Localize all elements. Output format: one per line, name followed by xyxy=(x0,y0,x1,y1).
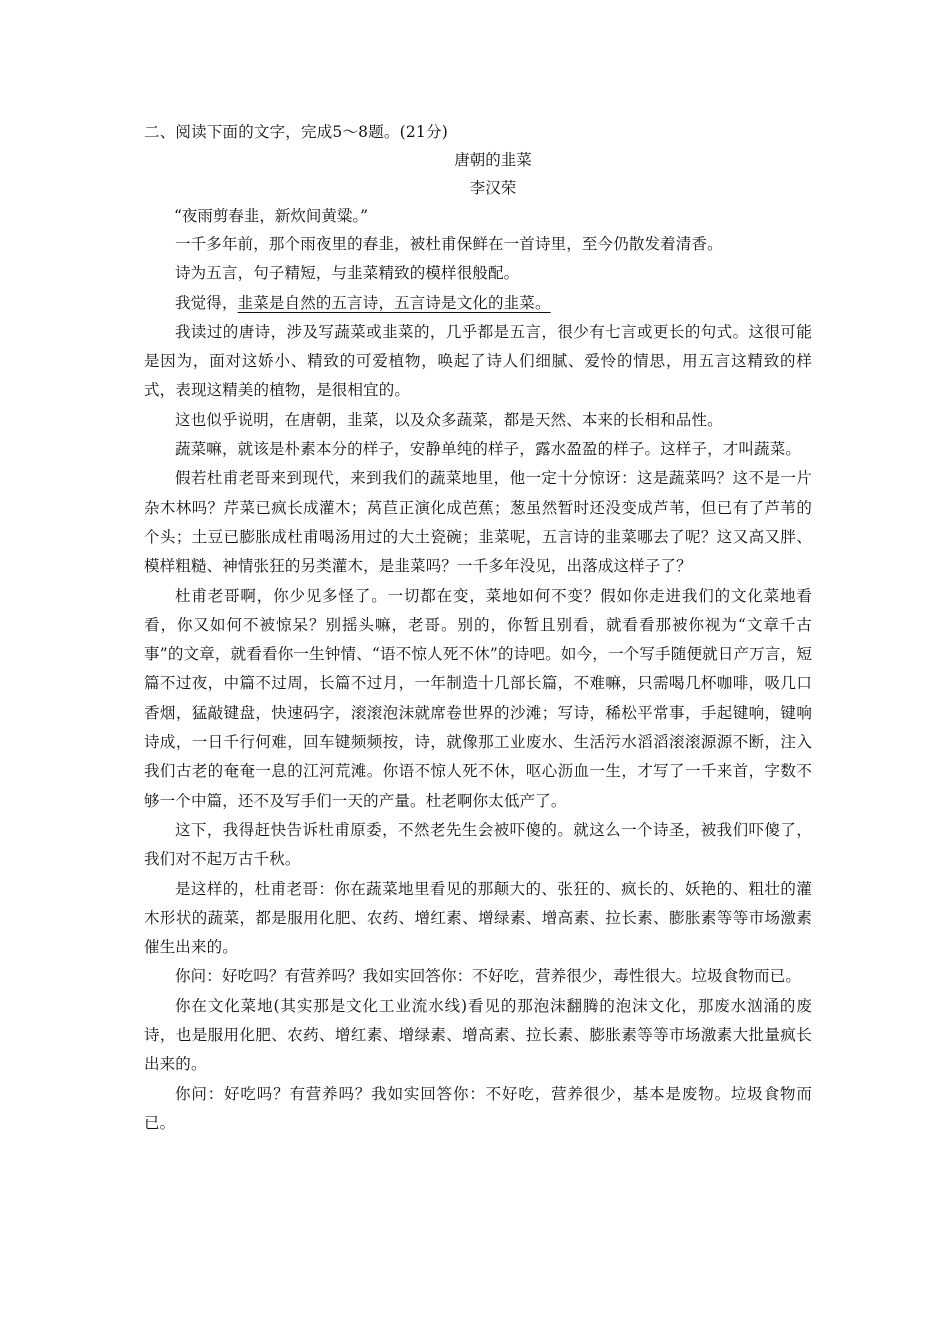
paragraph: 我读过的唐诗，涉及写蔬菜或韭菜的，几乎都是五言，很少有七言或更长的句式。这很可能是因为，面对这娇小、精致的可爱植物，唤起了诗人们细腻、爱怜的情思，用五言这精致的样式，表现这精美的植物，是很相宜的。 xyxy=(144,322,812,400)
paragraph: 你在文化菜地(其实那是文化工业流水线)看见的那泡沫翻腾的泡沫文化，那废水汹涌的废诗，也是服用化肥、农药、增红素、增绿素、增高素、拉长素、膨胀素等等市场激素大批量疯长出来的。 xyxy=(144,996,812,1074)
paragraph: 是这样的，杜甫老哥：你在蔬菜地里看见的那颠大的、张狂的、疯长的、妖艳的、粗壮的灌木形状的蔬菜，都是服用化肥、农药、增红素、增绿素、增高素、拉长素、膨胀素等等市场激素催生出来的。 xyxy=(144,879,812,957)
underlined-sentence: 韭菜是自然的五言诗，五言诗是文化的韭菜。 xyxy=(237,293,551,312)
article-title: 唐朝的韭菜 xyxy=(454,151,532,169)
paragraph-prefix: 我觉得， xyxy=(175,293,238,312)
paragraph: 这下，我得赶快告诉杜甫原委，不然老先生会被吓傻的。就这么一个诗圣，被我们吓傻了，我们对不起万古千秋。 xyxy=(144,820,812,869)
paragraph: 杜甫老哥啊，你少见多怪了。一切都在变，菜地如何不变？假如你走进我们的文化菜地看看，你又如何不被惊呆？别摇头嘛，老哥。别的，你暂且别看，就看看那被你视为“文章千古事”的文章，就看看你一生钟情、“语不惊人死不休”的诗吧。如今，一个写手随便就日产万言，短篇不过夜，中篇不过周，长篇不过月，一年制造十几部长篇，不难嘛，只需喝几杯咖啡，吸几口香烟，猛敲键盘，快速码字，滚滚泡沫就席卷世界的沙滩；写诗，稀松平常事，手起键响，键响诗成，一日千行何难，回车键频频按，诗，就像那工业废水、生活污水滔滔滚滚源源不断，注入我们古老的奄奄一息的江河荒滩。你语不惊人死不休，呕心沥血一生，才写了一千来首，字数不够一个中篇，还不及写手们一天的产量。杜老啊你太低产了。 xyxy=(144,586,812,810)
paragraph: 蔬菜嘛，就该是朴素本分的样子，安静单纯的样子，露水盈盈的样子。这样子，才叫蔬菜。 xyxy=(175,440,802,459)
paragraph: 你问：好吃吗？有营养吗？我如实回答你：不好吃，营养很少，毒性很大。垃圾食物而已。 xyxy=(175,967,802,986)
article-author: 李汉荣 xyxy=(469,179,517,197)
opening-quote: “夜雨剪春韭，新炊间黄粱。” xyxy=(174,207,369,225)
question-heading: 二、阅读下面的文字，完成5～8题。(21分) xyxy=(144,123,448,141)
article-body xyxy=(144,230,812,1138)
paragraph-with-underline xyxy=(144,289,812,318)
paragraph: 假若杜甫老哥来到现代，来到我们的蔬菜地里，他一定十分惊讶：这是蔬菜吗？这不是一片杂木林吗？芹菜已疯长成灌木；莴苣正演化成芭蕉；葱虽然暂时还没变成芦苇，但已有了芦苇的个头；土豆已膨胀成杜甫喝汤用过的大土瓷碗；韭菜呢，五言诗的韭菜哪去了呢？这又高又胖、模样粗糙、神情张狂的另类灌木，是韭菜吗？一千多年没见，出落成这样子了？ xyxy=(144,469,812,576)
paragraph: 你问：好吃吗？有营养吗？我如实回答你：不好吃，营养很少，基本是废物。垃圾食物而已。 xyxy=(144,1084,812,1132)
paragraph: 诗为五言，句子精短，与韭菜精致的模样很般配。 xyxy=(175,264,520,283)
paragraph: 一千多年前，那个雨夜里的春韭，被杜甫保鲜在一首诗里，至今仍散发着清香。 xyxy=(175,235,723,253)
document-page xyxy=(144,118,812,1138)
paragraph: 这也似乎说明，在唐朝，韭菜，以及众多蔬菜，都是天然、本来的长相和品性。 xyxy=(175,410,723,429)
